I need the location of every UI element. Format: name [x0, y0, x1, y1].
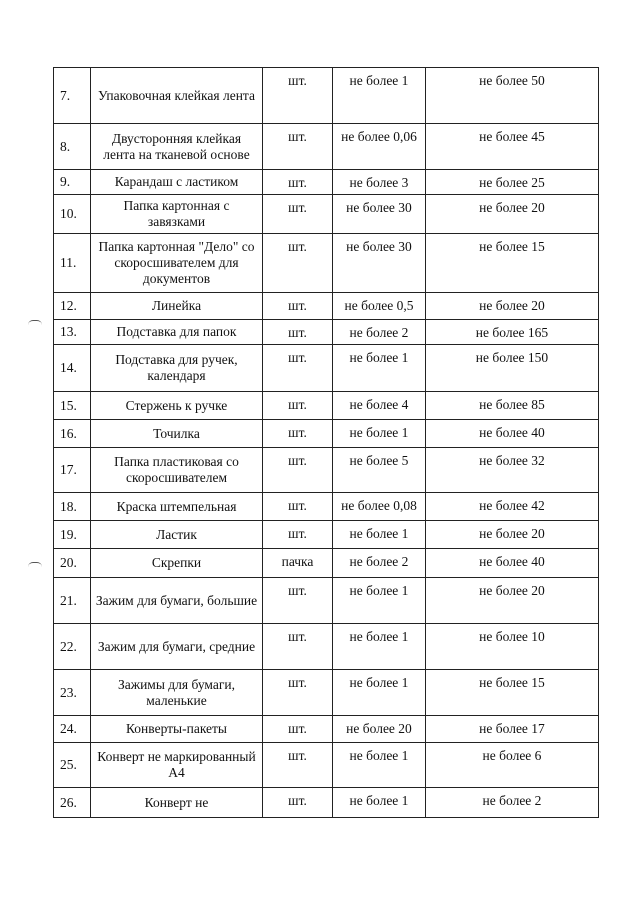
- table-row: [54, 493, 599, 521]
- item-name: Папка пластиковая со скоросшивателем: [91, 448, 263, 493]
- row-number: 10.: [54, 195, 91, 234]
- unit-of-measure: шт.: [263, 493, 333, 521]
- table-row: [54, 170, 599, 195]
- table-row: [54, 320, 599, 345]
- row-number: 19.: [54, 521, 91, 549]
- price-limit: не более 50: [426, 68, 599, 124]
- price-limit: не более 20: [426, 293, 599, 320]
- price-limit: не более 20: [426, 578, 599, 624]
- supplies-table: [53, 67, 599, 818]
- margin-mark: [28, 562, 42, 567]
- margin-mark: [28, 320, 42, 325]
- unit-of-measure: шт.: [263, 670, 333, 716]
- item-name: Линейка: [91, 293, 263, 320]
- unit-of-measure: шт.: [263, 716, 333, 743]
- quantity-limit: не более 3: [333, 170, 426, 195]
- row-number: 14.: [54, 345, 91, 392]
- quantity-limit: не более 30: [333, 234, 426, 293]
- price-limit: не более 20: [426, 195, 599, 234]
- price-limit: не более 150: [426, 345, 599, 392]
- item-name: Подставка для папок: [91, 320, 263, 345]
- quantity-limit: не более 20: [333, 716, 426, 743]
- unit-of-measure: шт.: [263, 320, 333, 345]
- quantity-limit: не более 1: [333, 670, 426, 716]
- price-limit: не более 165: [426, 320, 599, 345]
- quantity-limit: не более 1: [333, 345, 426, 392]
- quantity-limit: не более 0,06: [333, 124, 426, 170]
- item-name: Двусторонняя клейкая лента на тканевой основе: [91, 124, 263, 170]
- item-name: Папка картонная с завязками: [91, 195, 263, 234]
- row-number: 26.: [54, 788, 91, 818]
- quantity-limit: не более 1: [333, 788, 426, 818]
- unit-of-measure: шт.: [263, 743, 333, 788]
- row-number: 13.: [54, 320, 91, 345]
- item-name: Зажим для бумаги, средние: [91, 624, 263, 670]
- item-name: Точилка: [91, 420, 263, 448]
- table-row: [54, 670, 599, 716]
- item-name: Папка картонная "Дело" со скоросшивателем для документов: [91, 234, 263, 293]
- price-limit: не более 10: [426, 624, 599, 670]
- quantity-limit: не более 1: [333, 624, 426, 670]
- row-number: 9.: [54, 170, 91, 195]
- quantity-limit: не более 1: [333, 743, 426, 788]
- item-name: Скрепки: [91, 549, 263, 578]
- price-limit: не более 15: [426, 234, 599, 293]
- quantity-limit: не более 1: [333, 578, 426, 624]
- price-limit: не более 45: [426, 124, 599, 170]
- item-name: Подставка для ручек, календаря: [91, 345, 263, 392]
- item-name: Конверт не: [91, 788, 263, 818]
- item-name: Стержень к ручке: [91, 392, 263, 420]
- unit-of-measure: шт.: [263, 521, 333, 549]
- unit-of-measure: шт.: [263, 68, 333, 124]
- supplies-table-body: [54, 68, 599, 818]
- table-row: [54, 234, 599, 293]
- row-number: 12.: [54, 293, 91, 320]
- price-limit: не более 17: [426, 716, 599, 743]
- unit-of-measure: шт.: [263, 624, 333, 670]
- quantity-limit: не более 5: [333, 448, 426, 493]
- table-row: [54, 624, 599, 670]
- quantity-limit: не более 1: [333, 521, 426, 549]
- unit-of-measure: шт.: [263, 124, 333, 170]
- table-row: [54, 448, 599, 493]
- quantity-limit: не более 2: [333, 320, 426, 345]
- row-number: 7.: [54, 68, 91, 124]
- row-number: 20.: [54, 549, 91, 578]
- row-number: 18.: [54, 493, 91, 521]
- item-name: Ластик: [91, 521, 263, 549]
- price-limit: не более 2: [426, 788, 599, 818]
- row-number: 21.: [54, 578, 91, 624]
- row-number: 15.: [54, 392, 91, 420]
- table-row: [54, 124, 599, 170]
- table-row: [54, 293, 599, 320]
- table-row: [54, 392, 599, 420]
- price-limit: не более 32: [426, 448, 599, 493]
- unit-of-measure: шт.: [263, 195, 333, 234]
- table-row: [54, 195, 599, 234]
- table-row: [54, 788, 599, 818]
- price-limit: не более 40: [426, 549, 599, 578]
- unit-of-measure: шт.: [263, 293, 333, 320]
- unit-of-measure: шт.: [263, 345, 333, 392]
- item-name: Конверт не маркированный А4: [91, 743, 263, 788]
- price-limit: не более 85: [426, 392, 599, 420]
- unit-of-measure: шт.: [263, 578, 333, 624]
- table-row: [54, 68, 599, 124]
- row-number: 24.: [54, 716, 91, 743]
- item-name: Зажимы для бумаги, маленькие: [91, 670, 263, 716]
- unit-of-measure: шт.: [263, 392, 333, 420]
- row-number: 8.: [54, 124, 91, 170]
- unit-of-measure: шт.: [263, 448, 333, 493]
- price-limit: не более 25: [426, 170, 599, 195]
- table-row: [54, 420, 599, 448]
- unit-of-measure: шт.: [263, 420, 333, 448]
- item-name: Карандаш с ластиком: [91, 170, 263, 195]
- row-number: 23.: [54, 670, 91, 716]
- quantity-limit: не более 30: [333, 195, 426, 234]
- unit-of-measure: пачка: [263, 549, 333, 578]
- table-row: [54, 716, 599, 743]
- item-name: Конверты-пакеты: [91, 716, 263, 743]
- row-number: 11.: [54, 234, 91, 293]
- table-row: [54, 345, 599, 392]
- unit-of-measure: шт.: [263, 234, 333, 293]
- table-row: [54, 521, 599, 549]
- item-name: Краска штемпельная: [91, 493, 263, 521]
- price-limit: не более 20: [426, 521, 599, 549]
- item-name: Зажим для бумаги, большие: [91, 578, 263, 624]
- table-row: [54, 743, 599, 788]
- price-limit: не более 42: [426, 493, 599, 521]
- price-limit: не более 40: [426, 420, 599, 448]
- quantity-limit: не более 1: [333, 420, 426, 448]
- row-number: 25.: [54, 743, 91, 788]
- item-name: Упаковочная клейкая лента: [91, 68, 263, 124]
- quantity-limit: не более 0,08: [333, 493, 426, 521]
- quantity-limit: не более 4: [333, 392, 426, 420]
- row-number: 16.: [54, 420, 91, 448]
- row-number: 22.: [54, 624, 91, 670]
- unit-of-measure: шт.: [263, 170, 333, 195]
- table-row: [54, 549, 599, 578]
- quantity-limit: не более 2: [333, 549, 426, 578]
- row-number: 17.: [54, 448, 91, 493]
- quantity-limit: не более 1: [333, 68, 426, 124]
- price-limit: не более 15: [426, 670, 599, 716]
- unit-of-measure: шт.: [263, 788, 333, 818]
- quantity-limit: не более 0,5: [333, 293, 426, 320]
- price-limit: не более 6: [426, 743, 599, 788]
- table-row: [54, 578, 599, 624]
